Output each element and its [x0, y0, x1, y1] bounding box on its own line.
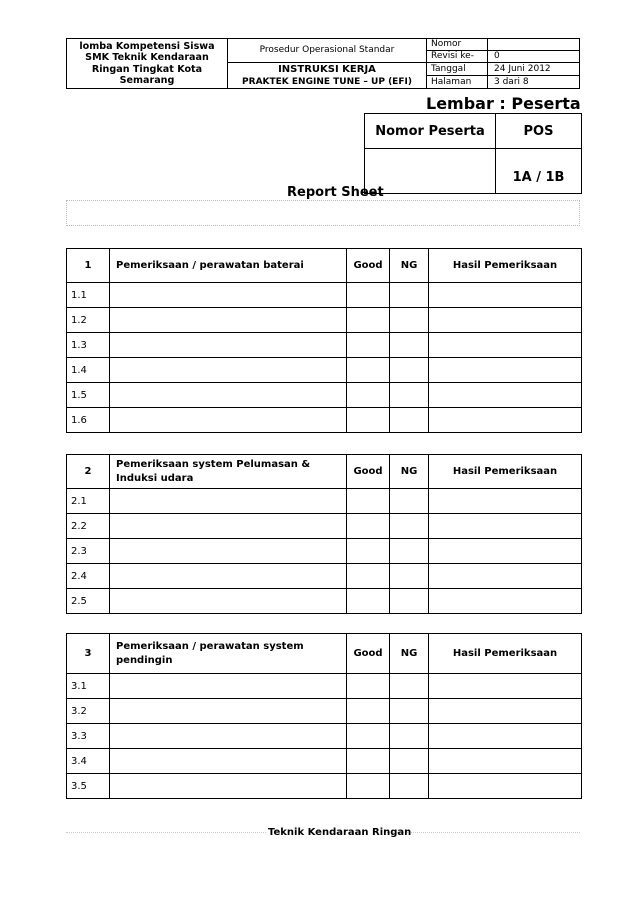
blank-field-box [66, 200, 580, 226]
item-cell[interactable] [110, 489, 347, 514]
table-row [67, 699, 582, 724]
meta-value-revisi: 0 [488, 51, 580, 63]
meta-value-halaman: 3 dari 8 [488, 76, 580, 89]
good-cell[interactable] [347, 774, 390, 799]
ng-cell[interactable] [390, 674, 429, 699]
good-cell[interactable] [347, 514, 390, 539]
ng-cell[interactable] [390, 589, 429, 614]
good-cell[interactable] [347, 564, 390, 589]
hasil-header: Hasil Pemeriksaan [429, 249, 582, 283]
item-cell[interactable] [110, 749, 347, 774]
row-number: 2.4 [67, 564, 110, 589]
table-row [67, 564, 582, 589]
row-number: 3.1 [67, 674, 110, 699]
pos-value: 1A / 1B [496, 149, 582, 194]
item-cell[interactable] [110, 539, 347, 564]
footer-divider [384, 832, 580, 833]
row-number: 3.5 [67, 774, 110, 799]
section-table [66, 248, 582, 433]
item-cell[interactable] [110, 333, 347, 358]
prosedur-label: Prosedur Operasional Standar [228, 39, 427, 63]
table-row [67, 283, 582, 308]
ng-cell[interactable] [390, 308, 429, 333]
good-cell[interactable] [347, 699, 390, 724]
row-number: 1.6 [67, 408, 110, 433]
instruction-title-cell [228, 63, 427, 89]
row-number: 2.5 [67, 589, 110, 614]
hasil-cell[interactable] [429, 358, 582, 383]
meta-value-tanggal: 24 Juni 2012 [488, 63, 580, 76]
good-header: Good [347, 455, 390, 489]
participant-box [364, 113, 582, 194]
ng-cell[interactable] [390, 489, 429, 514]
row-number: 1.4 [67, 358, 110, 383]
good-cell[interactable] [347, 283, 390, 308]
hasil-header: Hasil Pemeriksaan [429, 455, 582, 489]
item-cell[interactable] [110, 408, 347, 433]
hasil-cell[interactable] [429, 383, 582, 408]
ng-header: NG [390, 249, 429, 283]
table-row [67, 724, 582, 749]
meta-label-tanggal: Tanggal [427, 63, 488, 76]
item-cell[interactable] [110, 308, 347, 333]
document-header [66, 38, 580, 89]
section-title: Pemeriksaan / perawatan system pendingin [110, 634, 347, 674]
good-cell[interactable] [347, 308, 390, 333]
ng-cell[interactable] [390, 564, 429, 589]
meta-label-nomor: Nomor [427, 39, 488, 51]
section-number: 2 [67, 455, 110, 489]
row-number: 3.4 [67, 749, 110, 774]
good-cell[interactable] [347, 724, 390, 749]
good-header: Good [347, 249, 390, 283]
item-cell[interactable] [110, 383, 347, 408]
ng-cell[interactable] [390, 283, 429, 308]
row-number: 2.3 [67, 539, 110, 564]
hasil-cell[interactable] [429, 749, 582, 774]
meta-label-halaman: Halaman [427, 76, 488, 89]
footer-text: Teknik Kendaraan Ringan [268, 827, 412, 838]
row-number: 1.1 [67, 283, 110, 308]
ng-cell[interactable] [390, 383, 429, 408]
good-cell[interactable] [347, 589, 390, 614]
good-cell[interactable] [347, 383, 390, 408]
ng-cell[interactable] [390, 774, 429, 799]
row-number: 2.2 [67, 514, 110, 539]
row-number: 1.5 [67, 383, 110, 408]
good-cell[interactable] [347, 749, 390, 774]
table-row [67, 774, 582, 799]
pos-label: POS [496, 114, 582, 149]
section-title: Pemeriksaan system Pelumasan & Induksi udara [110, 455, 347, 489]
hasil-cell[interactable] [429, 283, 582, 308]
table-row [67, 749, 582, 774]
row-number: 2.1 [67, 489, 110, 514]
ng-header: NG [390, 634, 429, 674]
item-cell[interactable] [110, 774, 347, 799]
hasil-header: Hasil Pemeriksaan [429, 634, 582, 674]
hasil-cell[interactable] [429, 589, 582, 614]
table-row [67, 539, 582, 564]
good-header: Good [347, 634, 390, 674]
table-row [67, 333, 582, 358]
good-cell[interactable] [347, 674, 390, 699]
good-cell[interactable] [347, 333, 390, 358]
ng-cell[interactable] [390, 749, 429, 774]
nomor-peserta-label: Nomor Peserta [365, 114, 496, 149]
hasil-cell[interactable] [429, 699, 582, 724]
hasil-cell[interactable] [429, 489, 582, 514]
table-row [67, 514, 582, 539]
hasil-cell[interactable] [429, 333, 582, 358]
item-cell[interactable] [110, 724, 347, 749]
meta-label-revisi: Revisi ke- [427, 51, 488, 63]
ng-header: NG [390, 455, 429, 489]
table-row [67, 408, 582, 433]
hasil-cell[interactable] [429, 564, 582, 589]
organization-name: lomba Kompetensi Siswa SMK Teknik Kendaraan Ringan Tingkat Kota Semarang [67, 39, 228, 89]
item-cell[interactable] [110, 358, 347, 383]
meta-value-nomor [488, 39, 580, 51]
ng-cell[interactable] [390, 539, 429, 564]
hasil-cell[interactable] [429, 408, 582, 433]
hasil-cell[interactable] [429, 514, 582, 539]
nomor-peserta-field[interactable] [365, 149, 496, 194]
hasil-cell[interactable] [429, 774, 582, 799]
hasil-cell[interactable] [429, 308, 582, 333]
hasil-cell[interactable] [429, 674, 582, 699]
hasil-cell[interactable] [429, 724, 582, 749]
section-number: 1 [67, 249, 110, 283]
item-cell[interactable] [110, 514, 347, 539]
hasil-cell[interactable] [429, 539, 582, 564]
table-row [67, 674, 582, 699]
ng-cell[interactable] [390, 408, 429, 433]
table-row [67, 308, 582, 333]
row-number: 1.2 [67, 308, 110, 333]
item-cell[interactable] [110, 699, 347, 724]
item-cell[interactable] [110, 674, 347, 699]
ng-cell[interactable] [390, 333, 429, 358]
ng-cell[interactable] [390, 514, 429, 539]
section-title: Pemeriksaan / perawatan baterai [110, 249, 347, 283]
praktek-title: PRAKTEK ENGINE TUNE – UP (EFI) [242, 77, 412, 87]
item-cell[interactable] [110, 283, 347, 308]
good-cell[interactable] [347, 539, 390, 564]
ng-cell[interactable] [390, 724, 429, 749]
good-cell[interactable] [347, 408, 390, 433]
item-cell[interactable] [110, 589, 347, 614]
row-number: 3.3 [67, 724, 110, 749]
item-cell[interactable] [110, 564, 347, 589]
section-table [66, 454, 582, 614]
row-number: 1.3 [67, 333, 110, 358]
good-cell[interactable] [347, 489, 390, 514]
instruksi-kerja-title: INSTRUKSI KERJA [278, 64, 376, 75]
table-row [67, 358, 582, 383]
lembar-title: Lembar : Peserta [426, 94, 581, 113]
table-row [67, 589, 582, 614]
ng-cell[interactable] [390, 358, 429, 383]
table-row [67, 383, 582, 408]
section-number: 3 [67, 634, 110, 674]
table-row [67, 489, 582, 514]
report-sheet-title: Report Sheet [287, 185, 384, 200]
row-number: 3.2 [67, 699, 110, 724]
footer-divider [66, 832, 266, 833]
ng-cell[interactable] [390, 699, 429, 724]
section-table [66, 633, 582, 799]
good-cell[interactable] [347, 358, 390, 383]
